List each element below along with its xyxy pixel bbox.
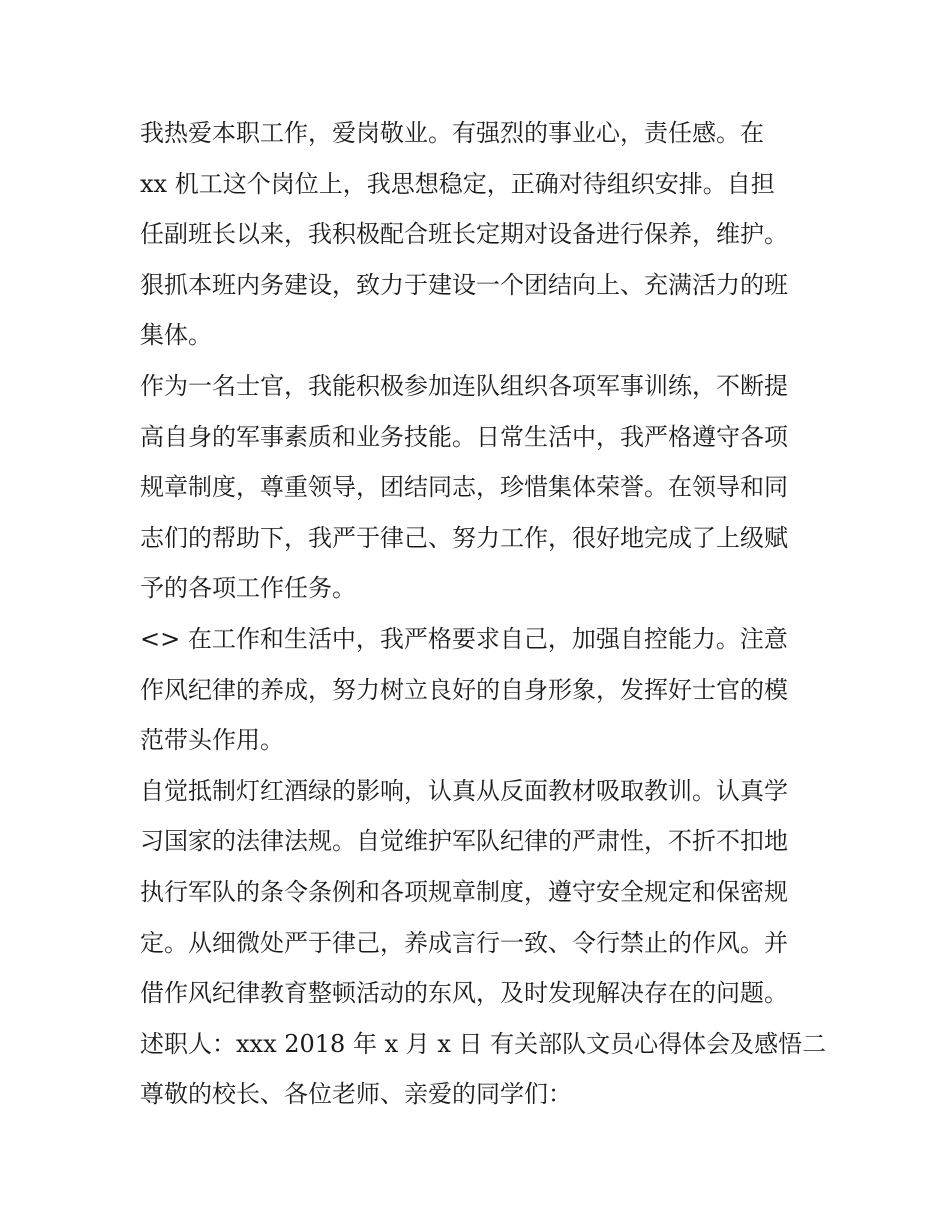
text-line: <> 在工作和生活中，我严格要求自己，加强自控能力。注意 xyxy=(140,624,788,653)
text-line: 作为一名士官，我能积极参加连队组织各项军事训练，不断提 xyxy=(140,371,788,400)
text-line: 任副班长以来，我积极配合班长定期对设备进行保养，维护。 xyxy=(140,220,788,249)
text-line: 志们的帮助下，我严于律己、努力工作，很好地完成了上级赋 xyxy=(140,523,788,552)
text-line: 述职人：xxx 2018 年 x 月 x 日 有关部队文员心得体会及感悟二 xyxy=(140,1029,827,1058)
text-line: 作风纪律的养成，努力树立良好的自身形象，发挥好士官的模 xyxy=(140,675,788,704)
text-line: 高自身的军事素质和业务技能。日常生活中，我严格遵守各项 xyxy=(140,422,788,451)
text-line: 定。从细微处严于律己，养成言行一致、令行禁止的作风。并 xyxy=(140,928,788,957)
text-line: 执行军队的条令条例和各项规章制度，遵守安全规定和保密规 xyxy=(140,877,788,906)
text-line: 规章制度，尊重领导，团结同志，珍惜集体荣誉。在领导和同 xyxy=(140,473,788,502)
text-line: 尊敬的校长、各位老师、亲爱的同学们： xyxy=(140,1080,572,1109)
text-line: 范带头作用。 xyxy=(140,726,284,755)
text-line: 集体。 xyxy=(140,321,212,350)
text-line: 自觉抵制灯红酒绿的影响，认真从反面教材吸取教训。认真学 xyxy=(140,776,788,805)
text-line: 习国家的法律法规。自觉维护军队纪律的严肃性，不折不扣地 xyxy=(140,827,788,856)
body-text xyxy=(140,108,827,1120)
text-line: 借作风纪律教育整顿活动的东风，及时发现解决存在的问题。 xyxy=(140,979,788,1008)
text-line: 予的各项工作任务。 xyxy=(140,574,356,603)
text-line: 我热爱本职工作，爱岗敬业。有强烈的事业心，责任感。在 xyxy=(140,119,764,147)
text-line: xx 机工这个岗位上，我思想稳定，正确对待组织安排。自担 xyxy=(140,169,775,198)
text-line: 狠抓本班内务建设，致力于建设一个团结向上、充满活力的班 xyxy=(140,270,788,299)
